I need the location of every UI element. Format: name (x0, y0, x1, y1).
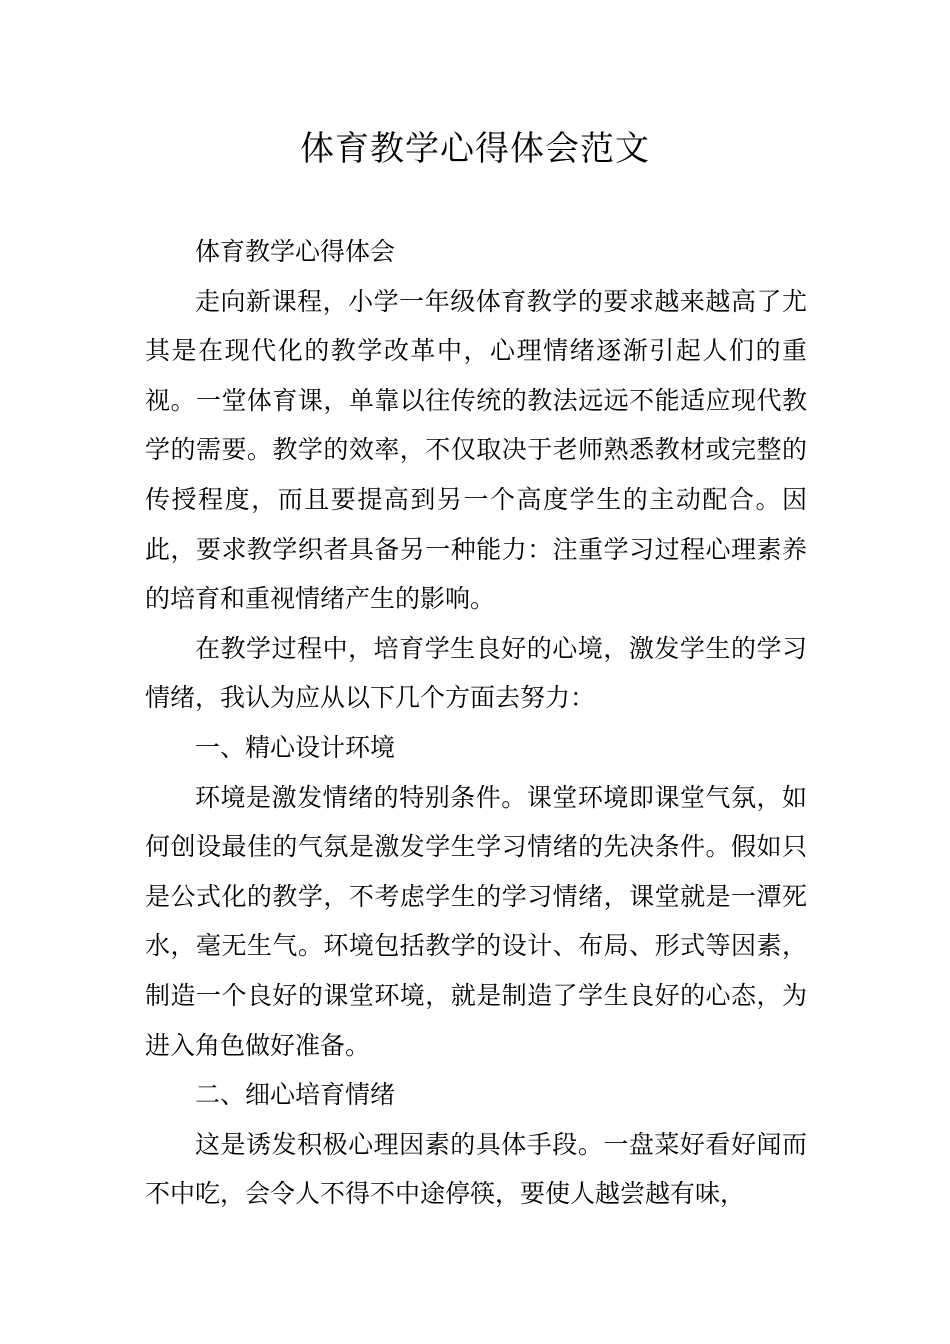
section-heading-environment: 一、精心设计环境 (195, 732, 396, 762)
paragraph-emotion: 这是诱发积极心理因素的具体手段。一盘菜好看好闻而不中吃，会令人不得不中途停筷，要使人越尝越有味， (145, 1129, 807, 1209)
paragraph-environment: 环境是激发情绪的特别条件。课堂环境即课堂气氛，如何创设最佳的气氛是激发学生学习情绪的先决条件。假如只是公式化的教学，不考虑学生的学习情绪，课堂就是一潭死水，毫无生气。环境包括教学的设计、布局、形式等因素，制造一个良好的课堂环境，就是制造了学生良好的心态，为进入角色做好准备。 (145, 782, 807, 1060)
paragraph-subtitle: 体育教学心得体会 (195, 237, 396, 266)
document-title: 体育教学心得体会范文 (300, 129, 650, 169)
section-heading-emotion: 二、细心培育情绪 (195, 1080, 396, 1110)
paragraph-intro: 走向新课程，小学一年级体育教学的要求越来越高了尤其是在现代化的教学改革中，心理情绪逐渐引起人们的重视。一堂体育课，单靠以往传统的教法远远不能适应现代教学的需要。教学的效率，不仅取决于老师熟悉教材或完整的传授程度，而且要提高到另一个高度学生的主动配合。因此，要求教学织者具备另一种能力：注重学习过程心理素养的培育和重视情绪产生的影响。 (145, 286, 807, 614)
paragraph-approach: 在教学过程中，培育学生良好的心境，激发学生的学习情绪，我认为应从以下几个方面去努力： (145, 633, 807, 713)
document-body (145, 227, 807, 1219)
